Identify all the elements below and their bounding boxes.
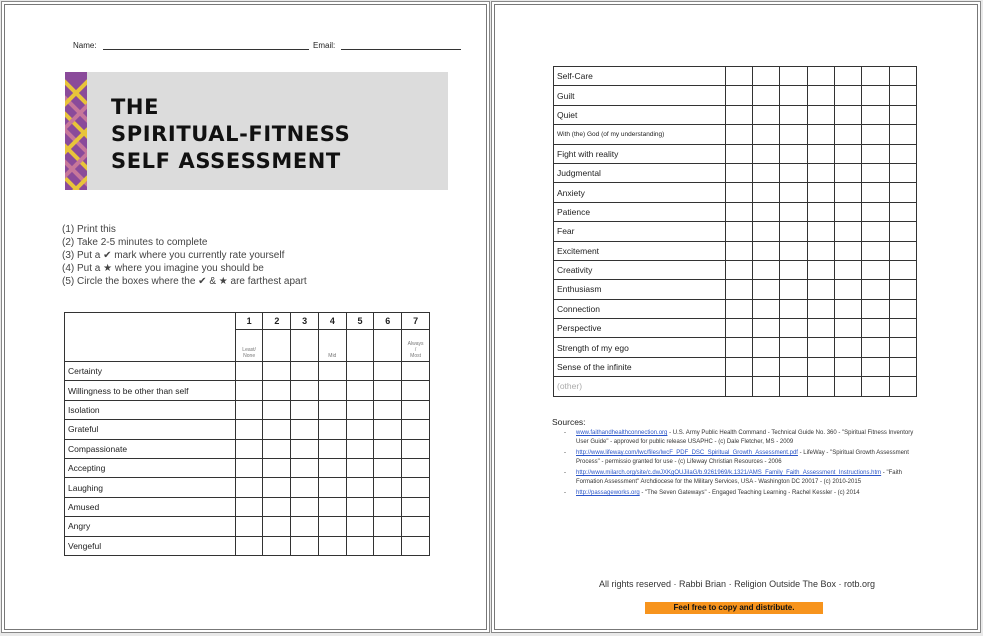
item-label: Enthusiasm: [554, 280, 726, 299]
rating-cell[interactable]: [780, 202, 807, 221]
rating-cell[interactable]: [346, 517, 374, 536]
anchor-most: Always / Most: [402, 330, 430, 362]
page-title: [111, 94, 350, 175]
rating-cell[interactable]: [725, 357, 752, 376]
table-row: [554, 144, 917, 163]
rating-cell[interactable]: [263, 517, 291, 536]
right-items-body: [554, 67, 917, 397]
rating-cell[interactable]: [725, 105, 752, 124]
instruction-item: (1) Print this: [62, 224, 116, 235]
rating-cell[interactable]: [862, 67, 889, 86]
rating-cell[interactable]: [374, 420, 402, 439]
source-item: [576, 469, 924, 487]
item-label: Perspective: [554, 319, 726, 338]
rating-cell[interactable]: [834, 241, 861, 260]
anchor-empty: [374, 330, 402, 362]
rating-cell[interactable]: [780, 241, 807, 260]
left-items-body: [65, 362, 430, 556]
rating-cell[interactable]: [263, 439, 291, 458]
rating-cell[interactable]: [834, 260, 861, 279]
rating-cell[interactable]: [752, 377, 779, 396]
rating-cell[interactable]: [374, 362, 402, 381]
table-row: [554, 377, 917, 396]
rating-cell[interactable]: [780, 299, 807, 318]
rating-cell[interactable]: [780, 67, 807, 86]
rating-cell[interactable]: [752, 105, 779, 124]
item-label: Grateful: [65, 420, 236, 439]
rating-cell[interactable]: [235, 517, 263, 536]
rating-cell[interactable]: [346, 420, 374, 439]
rating-cell[interactable]: [402, 400, 430, 419]
rating-cell[interactable]: [374, 400, 402, 419]
table-row: [554, 86, 917, 105]
rating-cell[interactable]: [862, 338, 889, 357]
rating-cell[interactable]: [780, 105, 807, 124]
rating-cell[interactable]: [889, 299, 916, 318]
rating-cell[interactable]: [263, 400, 291, 419]
rating-cell[interactable]: [780, 144, 807, 163]
rating-cell[interactable]: [834, 357, 861, 376]
rating-cell[interactable]: [752, 222, 779, 241]
rating-cell[interactable]: [889, 357, 916, 376]
rating-cell[interactable]: [834, 280, 861, 299]
source-item: [576, 449, 924, 467]
rating-cell[interactable]: [318, 381, 346, 400]
item-label: Willingness to be other than self: [65, 381, 236, 400]
rating-cell[interactable]: [752, 280, 779, 299]
instruction-item: (3) Put a ✔ mark where you currently rate yourself: [62, 250, 285, 261]
rating-cell[interactable]: [263, 458, 291, 477]
woven-pattern-icon: [65, 72, 87, 190]
rating-cell[interactable]: [780, 163, 807, 182]
rating-cell[interactable]: [725, 241, 752, 260]
item-label: Strength of my ego: [554, 338, 726, 357]
item-label: Connection: [554, 299, 726, 318]
rating-cell[interactable]: [752, 319, 779, 338]
rating-cell[interactable]: [807, 319, 834, 338]
rating-cell[interactable]: [235, 420, 263, 439]
table-row: [554, 280, 917, 299]
rating-cell[interactable]: [780, 260, 807, 279]
page-left: [4, 4, 487, 630]
rating-cell[interactable]: [889, 222, 916, 241]
rating-cell[interactable]: [374, 439, 402, 458]
scale-number: 5: [346, 313, 374, 330]
rating-cell[interactable]: [862, 86, 889, 105]
rating-cell[interactable]: [725, 280, 752, 299]
rating-cell[interactable]: [889, 125, 916, 144]
rating-cell[interactable]: [346, 400, 374, 419]
rating-cell[interactable]: [807, 183, 834, 202]
item-label: Sense of the infinite: [554, 357, 726, 376]
assessment-table-right: [553, 66, 917, 397]
rating-cell[interactable]: [346, 381, 374, 400]
item-label: Vengeful: [65, 536, 236, 555]
rating-cell[interactable]: [780, 319, 807, 338]
anchor-least: Least/ None: [235, 330, 263, 362]
rating-cell[interactable]: [780, 280, 807, 299]
rating-cell[interactable]: [834, 299, 861, 318]
item-label: Patience: [554, 202, 726, 221]
rating-cell[interactable]: [725, 222, 752, 241]
rating-cell[interactable]: [291, 497, 319, 516]
rating-cell[interactable]: [889, 280, 916, 299]
item-label: Compassionate: [65, 439, 236, 458]
rating-cell[interactable]: [318, 497, 346, 516]
rating-cell[interactable]: [807, 260, 834, 279]
table-row: [65, 439, 430, 458]
rating-cell[interactable]: [889, 260, 916, 279]
item-label: Certainty: [65, 362, 236, 381]
rating-cell[interactable]: [291, 400, 319, 419]
rating-cell[interactable]: [889, 241, 916, 260]
rating-cell[interactable]: [291, 478, 319, 497]
table-row: [65, 381, 430, 400]
rating-cell[interactable]: [402, 439, 430, 458]
rating-cell[interactable]: [807, 67, 834, 86]
item-label: Excitement: [554, 241, 726, 260]
table-row: [554, 105, 917, 124]
rating-cell[interactable]: [402, 536, 430, 555]
blank-header-cell: [65, 313, 236, 362]
rating-cell[interactable]: [780, 377, 807, 396]
rating-cell[interactable]: [862, 202, 889, 221]
table-row: [554, 222, 917, 241]
name-label: Name:: [73, 41, 97, 50]
table-row: [554, 357, 917, 376]
sources-list: [552, 429, 924, 498]
rating-cell[interactable]: [752, 299, 779, 318]
rating-cell[interactable]: [780, 183, 807, 202]
name-line: [103, 49, 309, 50]
rating-cell[interactable]: [834, 144, 861, 163]
rating-cell[interactable]: [263, 478, 291, 497]
rating-cell[interactable]: [780, 222, 807, 241]
rating-cell[interactable]: [725, 163, 752, 182]
rating-cell[interactable]: [402, 420, 430, 439]
rating-cell[interactable]: [889, 183, 916, 202]
table-row: [554, 319, 917, 338]
rating-cell[interactable]: [318, 517, 346, 536]
rating-cell[interactable]: [862, 357, 889, 376]
rating-cell[interactable]: [834, 105, 861, 124]
instruction-item: (2) Take 2-5 minutes to complete: [62, 237, 208, 248]
rating-cell[interactable]: [235, 439, 263, 458]
table-row: [554, 241, 917, 260]
rating-cell[interactable]: [235, 362, 263, 381]
rating-cell[interactable]: [374, 381, 402, 400]
rights-line: All rights reserved · Rabbi Brian · Religion Outside The Box · rotb.org: [599, 579, 875, 589]
rating-cell[interactable]: [374, 536, 402, 555]
rating-cell[interactable]: [346, 536, 374, 555]
rating-cell[interactable]: [235, 381, 263, 400]
source-text: - LifeWay - "Spiritual Growth Assessment Process" - permissio granted for use - (c) Lifeway Christian Resources - 2006: [576, 450, 909, 465]
rating-cell[interactable]: [235, 400, 263, 419]
rating-cell[interactable]: [780, 357, 807, 376]
rating-cell[interactable]: [752, 67, 779, 86]
rating-cell[interactable]: [834, 67, 861, 86]
rating-cell[interactable]: [374, 517, 402, 536]
scale-number: 4: [318, 313, 346, 330]
table-row: [65, 536, 430, 555]
rating-cell[interactable]: [374, 497, 402, 516]
rating-cell[interactable]: [318, 478, 346, 497]
rating-cell[interactable]: [807, 86, 834, 105]
rating-cell[interactable]: [834, 125, 861, 144]
rating-cell[interactable]: [780, 86, 807, 105]
rating-cell[interactable]: [235, 478, 263, 497]
rating-cell[interactable]: [318, 362, 346, 381]
source-text: - U.S. Army Public Health Command - Technical Guide No. 360 - "Spiritual Fitness Inventory User Guide" - approved for public release USAPHC - (c) Dale Fletcher, MS - 2009: [576, 430, 914, 445]
rating-cell[interactable]: [862, 183, 889, 202]
item-label: Anxiety: [554, 183, 726, 202]
rating-cell[interactable]: [834, 222, 861, 241]
rating-cell[interactable]: [291, 381, 319, 400]
item-label: Self-Care: [554, 67, 726, 86]
rating-cell[interactable]: [374, 458, 402, 477]
rating-cell[interactable]: [889, 338, 916, 357]
table-row: [554, 67, 917, 86]
item-label: Accepting: [65, 458, 236, 477]
rating-cell[interactable]: [291, 420, 319, 439]
rating-cell[interactable]: [402, 362, 430, 381]
table-row: [65, 400, 430, 419]
table-row: [65, 362, 430, 381]
rating-cell[interactable]: [725, 299, 752, 318]
rating-cell[interactable]: [263, 381, 291, 400]
rating-cell[interactable]: [725, 202, 752, 221]
item-label: Isolation: [65, 400, 236, 419]
rating-cell[interactable]: [291, 517, 319, 536]
rating-cell[interactable]: [235, 536, 263, 555]
rating-cell[interactable]: [402, 517, 430, 536]
rating-cell[interactable]: [834, 377, 861, 396]
rating-cell[interactable]: [752, 241, 779, 260]
item-label: Amused: [65, 497, 236, 516]
rating-cell[interactable]: [752, 183, 779, 202]
rating-cell[interactable]: [291, 439, 319, 458]
title-line-1: THE: [111, 95, 160, 119]
rating-cell[interactable]: [752, 86, 779, 105]
title-banner: [65, 72, 448, 190]
item-label: Laughing: [65, 478, 236, 497]
rating-cell[interactable]: [834, 319, 861, 338]
rating-cell[interactable]: [346, 362, 374, 381]
rating-cell[interactable]: [780, 125, 807, 144]
rating-cell[interactable]: [725, 86, 752, 105]
item-label: Quiet: [554, 105, 726, 124]
rating-cell[interactable]: [402, 497, 430, 516]
rating-cell[interactable]: [862, 125, 889, 144]
table-row: [65, 478, 430, 497]
rating-cell[interactable]: [318, 458, 346, 477]
scale-number: 6: [374, 313, 402, 330]
email-label: Email:: [313, 41, 336, 50]
rating-cell[interactable]: [807, 280, 834, 299]
share-banner: Feel free to copy and distribute.: [645, 602, 823, 614]
rating-cell[interactable]: [318, 400, 346, 419]
rating-cell[interactable]: [235, 497, 263, 516]
table-row: [554, 125, 917, 144]
page-right: [494, 4, 978, 630]
rating-cell[interactable]: [263, 420, 291, 439]
item-label: Fight with reality: [554, 144, 726, 163]
table-row: [65, 497, 430, 516]
rating-cell[interactable]: [807, 125, 834, 144]
sources-heading: Sources:: [552, 417, 586, 427]
rating-cell[interactable]: [889, 377, 916, 396]
rating-cell[interactable]: [752, 125, 779, 144]
scale-number: 3: [291, 313, 319, 330]
table-row: [65, 458, 430, 477]
rating-cell[interactable]: [807, 377, 834, 396]
rating-cell[interactable]: [752, 144, 779, 163]
rating-cell[interactable]: [752, 357, 779, 376]
rating-cell[interactable]: [725, 377, 752, 396]
rating-cell[interactable]: [346, 478, 374, 497]
instruction-item: (4) Put a ★ where you imagine you should be: [62, 263, 264, 274]
rating-cell[interactable]: [807, 338, 834, 357]
rating-cell[interactable]: [834, 163, 861, 182]
rating-cell[interactable]: [725, 144, 752, 163]
table-row: [554, 260, 917, 279]
rating-cell[interactable]: [318, 420, 346, 439]
rating-cell[interactable]: [346, 497, 374, 516]
anchor-empty: [346, 330, 374, 362]
item-label: Judgmental: [554, 163, 726, 182]
rating-cell[interactable]: [807, 241, 834, 260]
rating-cell[interactable]: [862, 241, 889, 260]
rating-cell[interactable]: [374, 478, 402, 497]
rating-cell[interactable]: [263, 497, 291, 516]
table-row: [554, 299, 917, 318]
rating-cell[interactable]: [807, 202, 834, 221]
rating-cell[interactable]: [725, 183, 752, 202]
source-item: [576, 489, 924, 498]
rating-cell[interactable]: [752, 202, 779, 221]
rating-cell[interactable]: [235, 458, 263, 477]
scale-number: 2: [263, 313, 291, 330]
rating-cell[interactable]: [402, 381, 430, 400]
rating-cell[interactable]: [291, 536, 319, 555]
rating-cell[interactable]: [862, 377, 889, 396]
item-label: Guilt: [554, 86, 726, 105]
rating-cell[interactable]: [291, 458, 319, 477]
rating-cell[interactable]: [807, 144, 834, 163]
rating-cell[interactable]: [889, 67, 916, 86]
source-link[interactable]: http://www.milarch.org/site/c.dwJXKgOUJiIaG/b.9261969/k.1321/AMS_Family_Faith_Assessment_Instructions.htm: [576, 470, 882, 476]
rating-cell[interactable]: [862, 280, 889, 299]
anchor-mid: Mid: [318, 330, 346, 362]
rating-cell[interactable]: [752, 163, 779, 182]
rating-cell[interactable]: [752, 260, 779, 279]
rating-cell[interactable]: [889, 319, 916, 338]
rating-cell[interactable]: [402, 478, 430, 497]
rating-cell[interactable]: [725, 319, 752, 338]
rating-cell[interactable]: [834, 202, 861, 221]
rating-cell[interactable]: [725, 125, 752, 144]
rating-cell[interactable]: [780, 338, 807, 357]
rating-cell[interactable]: [807, 357, 834, 376]
email-line: [341, 49, 461, 50]
anchor-empty: [263, 330, 291, 362]
rating-cell[interactable]: [889, 163, 916, 182]
title-line-2: SPIRITUAL-FITNESS: [111, 122, 351, 146]
rating-cell[interactable]: [725, 338, 752, 357]
instruction-item: (5) Circle the boxes where the ✔ & ★ are farthest apart: [62, 276, 307, 287]
source-link[interactable]: www.faithandhealthconnection.org: [576, 430, 668, 436]
title-line-3: SELF ASSESSMENT: [111, 149, 341, 173]
rating-cell[interactable]: [862, 299, 889, 318]
rating-cell[interactable]: [807, 105, 834, 124]
source-item: [576, 429, 924, 447]
item-label: Angry: [65, 517, 236, 536]
rating-cell[interactable]: [402, 458, 430, 477]
rating-cell[interactable]: [807, 222, 834, 241]
rating-cell[interactable]: [318, 439, 346, 458]
rating-cell[interactable]: [807, 163, 834, 182]
rating-cell[interactable]: [834, 338, 861, 357]
table-row: [554, 338, 917, 357]
rating-cell[interactable]: [263, 536, 291, 555]
rating-cell[interactable]: [807, 299, 834, 318]
table-row: [554, 183, 917, 202]
item-label: (other): [554, 377, 726, 396]
rating-cell[interactable]: [346, 458, 374, 477]
rating-cell[interactable]: [291, 362, 319, 381]
rating-cell[interactable]: [346, 439, 374, 458]
source-text: - "Faith Formation Assessment" Archdiocese for the Military Services, USA - Washington DC 20017 - (c) 2010-2015: [576, 470, 902, 485]
rating-cell[interactable]: [862, 260, 889, 279]
item-label: Fear: [554, 222, 726, 241]
item-label: With (the) God (of my understanding): [554, 125, 726, 144]
item-label: Creativity: [554, 260, 726, 279]
rating-cell[interactable]: [834, 183, 861, 202]
source-text: - "The Seven Gateways" - Engaged Teaching Learning - Rachel Kessler - (c) 2014: [639, 490, 860, 496]
rating-cell[interactable]: [862, 222, 889, 241]
table-row: [554, 163, 917, 182]
rating-cell[interactable]: [725, 67, 752, 86]
table-row: [65, 420, 430, 439]
table-row: [554, 202, 917, 221]
rating-cell[interactable]: [862, 319, 889, 338]
rating-cell[interactable]: [834, 86, 861, 105]
rating-cell[interactable]: [862, 144, 889, 163]
rating-cell[interactable]: [889, 86, 916, 105]
rating-cell[interactable]: [752, 338, 779, 357]
rating-cell[interactable]: [862, 163, 889, 182]
rating-cell[interactable]: [889, 202, 916, 221]
rating-cell[interactable]: [263, 362, 291, 381]
anchor-empty: [291, 330, 319, 362]
rating-cell[interactable]: [889, 105, 916, 124]
source-link[interactable]: http://passageworks.org: [576, 490, 640, 496]
scale-number-row: [65, 313, 430, 330]
instructions-list: [62, 223, 307, 288]
table-row: [65, 517, 430, 536]
scale-number: 1: [235, 313, 263, 330]
rating-cell[interactable]: [889, 144, 916, 163]
rating-cell[interactable]: [725, 260, 752, 279]
rating-cell[interactable]: [862, 105, 889, 124]
rating-cell[interactable]: [318, 536, 346, 555]
sources-section: [552, 418, 924, 500]
scale-number: 7: [402, 313, 430, 330]
assessment-table-left: [64, 312, 430, 556]
source-link[interactable]: http://www.lifeway.com/lwc/files/lwcF_PDF_DSC_Spiritual_Growth_Assessment.pdf: [576, 450, 798, 456]
